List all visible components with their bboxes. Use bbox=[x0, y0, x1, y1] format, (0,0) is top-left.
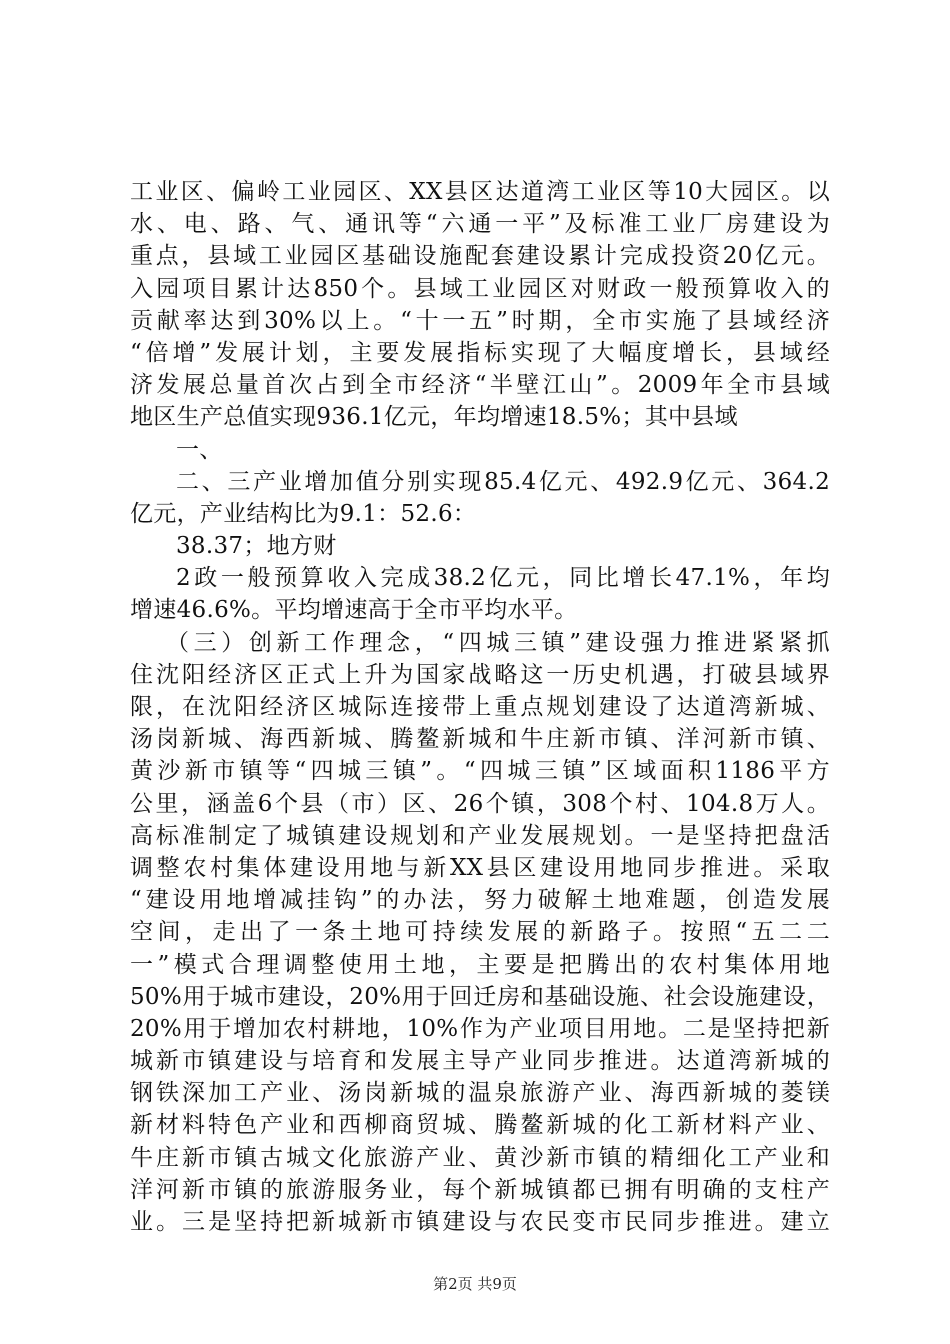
text-line: 业。三是坚持把新城新市镇建设与农民变市民同步推进。建立 bbox=[130, 1209, 830, 1235]
text-line: 城新市镇建设与培育和发展主导产业同步推进。达道湾新城的 bbox=[130, 1048, 830, 1075]
text-line: 住沈阳经济区正式上升为国家战略这一历史机遇，打破县域界 bbox=[130, 661, 830, 688]
text-line: 济发展总量首次占到全市经济“半壁江山”。2009年全市县域 bbox=[130, 372, 830, 399]
text-line: 调整农村集体建设用地与新XX县区建设用地同步推进。采取 bbox=[130, 854, 830, 881]
text-line: “建设用地增减挂钩”的办法，努力破解土地难题，创造发展 bbox=[130, 887, 830, 914]
text-line: 38.37；地方财 bbox=[176, 533, 337, 560]
text-line: 亿元，产业结构比为9.1：52.6： bbox=[130, 500, 477, 527]
text-line: 2政一般预算收入完成38.2亿元，同比增长47.1%，年均 bbox=[176, 565, 830, 592]
text-line: 地区生产总值实现936.1亿元，年均增速18.5%；其中县域 bbox=[130, 404, 738, 431]
text-line: 牛庄新市镇古城文化旅游产业、黄沙新市镇的精细化工产业和 bbox=[130, 1144, 830, 1171]
text-line: 汤岗新城、海西新城、腾鳌新城和牛庄新市镇、洋河新市镇、 bbox=[130, 726, 830, 753]
text-line: 增速46.6%。平均增速高于全市平均水平。 bbox=[130, 597, 578, 624]
text-line: 高标准制定了城镇建设规划和产业发展规划。一是坚持把盘活 bbox=[130, 822, 830, 849]
text-line: “倍增”发展计划，主要发展指标实现了大幅度增长，县域经 bbox=[130, 339, 830, 366]
text-line: 空间，走出了一条土地可持续发展的新路子。按照“五二二 bbox=[130, 919, 830, 946]
text-line: 公里，涵盖6个县（市）区、26个镇，308个村、104.8万人。 bbox=[130, 790, 830, 817]
text-line: 重点，县域工业园区基础设施配套建设累计完成投资20亿元。 bbox=[130, 243, 830, 270]
text-line: 一、 bbox=[176, 436, 223, 463]
text-line: 工业区、偏岭工业园区、XX县区达道湾工业区等10大园区。以 bbox=[130, 179, 830, 205]
text-line: 黄沙新市镇等“四城三镇”。“四城三镇”区域面积1186平方 bbox=[130, 758, 830, 785]
text-line: 20%用于增加农村耕地，10%作为产业项目用地。二是坚持把新 bbox=[130, 1015, 830, 1042]
text-line: 新材料特色产业和西柳商贸城、腾鳌新城的化工新材料产业、 bbox=[130, 1112, 830, 1139]
text-line: 钢铁深加工产业、汤岗新城的温泉旅游产业、海西新城的菱镁 bbox=[130, 1080, 830, 1107]
text-line: 水、电、路、气、通讯等“六通一平”及标准工业厂房建设为 bbox=[130, 211, 830, 238]
text-line: 50%用于城市建设，20%用于回迁房和基础设施、社会设施建设， bbox=[130, 983, 830, 1010]
text-line: 一”模式合理调整使用土地，主要是把腾出的农村集体用地 bbox=[130, 951, 830, 978]
text-line: 贡献率达到30%以上。“十一五”时期，全市实施了县域经济 bbox=[130, 307, 830, 334]
document-body bbox=[130, 176, 830, 1238]
text-line: 二、三产业增加值分别实现85.4亿元、492.9亿元、364.2 bbox=[176, 468, 830, 495]
text-line: 洋河新市镇的旅游服务业，每个新城镇都已拥有明确的支柱产 bbox=[130, 1176, 830, 1203]
page-number-footer: 第2页 共9页 bbox=[433, 1275, 517, 1293]
text-line: 入园项目累计达850个。县域工业园区对财政一般预算收入的 bbox=[130, 275, 830, 302]
text-line: 限，在沈阳经济区城际连接带上重点规划建设了达道湾新城、 bbox=[130, 694, 830, 720]
text-line: （三）创新工作理念，“四城三镇”建设强力推进紧紧抓 bbox=[166, 629, 830, 656]
